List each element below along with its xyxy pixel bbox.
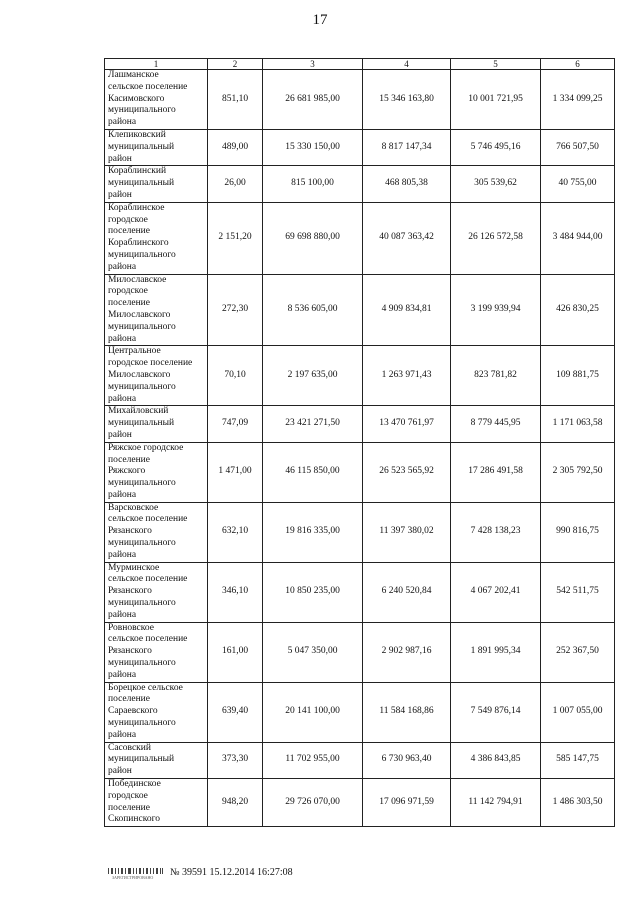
value-cell-c6: 109 881,75	[541, 346, 615, 406]
value-cell-c5: 1 891 995,34	[451, 622, 541, 682]
value-cell-c5: 4 386 843,85	[451, 742, 541, 778]
table-row	[105, 274, 615, 346]
value-cell-c3: 8 536 605,00	[263, 274, 363, 346]
municipality-name-line: сельское поселение	[108, 634, 188, 645]
value-cell-c6: 3 484 944,00	[541, 202, 615, 274]
municipality-name-line: городское	[108, 214, 148, 225]
stamp-caption: ЗАРЕГИСТРИРОВАНО	[112, 875, 154, 880]
municipality-name-line: Сасовский	[108, 742, 151, 753]
municipality-name-cell	[105, 70, 208, 130]
municipality-name-line: Кораблинское	[108, 202, 165, 213]
municipality-name-cell	[105, 346, 208, 406]
municipality-name-line: района	[108, 117, 137, 128]
value-cell-c2: 489,00	[208, 129, 263, 165]
value-cell-c3: 2 197 635,00	[263, 346, 363, 406]
value-cell-c2: 373,30	[208, 742, 263, 778]
municipality-name-line: Центральное	[108, 346, 161, 357]
value-cell-c2: 747,09	[208, 406, 263, 442]
municipality-name-line: муниципального	[108, 105, 176, 116]
municipality-name-line: Ряжское городское	[108, 442, 184, 453]
municipality-name-line: городское	[108, 790, 148, 801]
municipality-name-cell	[105, 622, 208, 682]
column-header: 1	[105, 59, 208, 70]
value-cell-c6: 1 007 055,00	[541, 682, 615, 742]
table-row	[105, 562, 615, 622]
value-cell-c4: 15 346 163,80	[363, 70, 451, 130]
municipality-name-line: Скопинского	[108, 814, 160, 825]
value-cell-c5: 7 428 138,23	[451, 502, 541, 562]
municipality-name-line: муниципального	[108, 381, 176, 392]
value-cell-c5: 823 781,82	[451, 346, 541, 406]
municipality-name-line: городское поселение	[108, 358, 193, 369]
value-cell-c4: 2 902 987,16	[363, 622, 451, 682]
value-cell-c2: 1 471,00	[208, 442, 263, 502]
table-row	[105, 442, 615, 502]
municipality-name-line: район	[108, 189, 132, 200]
municipality-name-line: муниципального	[108, 598, 176, 609]
value-cell-c6: 585 147,75	[541, 742, 615, 778]
municipality-name-line: городское	[108, 286, 148, 297]
value-cell-c5: 17 286 491,58	[451, 442, 541, 502]
value-cell-c2: 639,40	[208, 682, 263, 742]
column-header: 4	[363, 59, 451, 70]
municipality-name-line: сельское поселение	[108, 81, 188, 92]
value-cell-c3: 15 330 150,00	[263, 129, 363, 165]
column-header: 3	[263, 59, 363, 70]
table-row	[105, 346, 615, 406]
municipality-name-line: Ровновское	[108, 622, 154, 633]
value-cell-c4: 6 240 520,84	[363, 562, 451, 622]
value-cell-c2: 851,10	[208, 70, 263, 130]
value-cell-c3: 26 681 985,00	[263, 70, 363, 130]
value-cell-c2: 70,10	[208, 346, 263, 406]
municipality-name-line: поселение	[108, 226, 150, 237]
footer	[108, 866, 628, 882]
municipality-name-cell	[105, 682, 208, 742]
value-cell-c3: 10 850 235,00	[263, 562, 363, 622]
column-header: 5	[451, 59, 541, 70]
municipality-name-line: район	[108, 153, 132, 164]
municipality-name-line: поселение	[108, 802, 150, 813]
value-cell-c5: 7 549 876,14	[451, 682, 541, 742]
table-row	[105, 622, 615, 682]
column-header: 6	[541, 59, 615, 70]
value-cell-c2: 2 151,20	[208, 202, 263, 274]
value-cell-c5: 5 746 495,16	[451, 129, 541, 165]
table-row	[105, 70, 615, 130]
municipality-name-line: Рязанского	[108, 526, 152, 537]
municipality-name-cell	[105, 274, 208, 346]
municipality-name-cell	[105, 562, 208, 622]
value-cell-c4: 26 523 565,92	[363, 442, 451, 502]
municipality-name-line: района	[108, 549, 137, 560]
value-cell-c2: 161,00	[208, 622, 263, 682]
value-cell-c3: 11 702 955,00	[263, 742, 363, 778]
municipality-name-line: муниципальный	[108, 418, 175, 429]
municipality-name-line: Касимовского	[108, 93, 165, 104]
table-header-row	[105, 59, 615, 70]
value-cell-c6: 1 171 063,58	[541, 406, 615, 442]
table-row	[105, 166, 615, 202]
municipality-name-cell	[105, 406, 208, 442]
municipality-name-line: Рязанского	[108, 586, 152, 597]
value-cell-c2: 26,00	[208, 166, 263, 202]
municipality-name-line: сельское поселение	[108, 514, 188, 525]
value-cell-c3: 815 100,00	[263, 166, 363, 202]
registration-number: № 39591 15.12.2014 16:27:08	[170, 867, 293, 878]
municipality-name-cell	[105, 129, 208, 165]
municipality-name-cell	[105, 502, 208, 562]
municipality-name-cell	[105, 166, 208, 202]
municipality-name-line: муниципального	[108, 718, 176, 729]
column-header: 2	[208, 59, 263, 70]
value-cell-c6: 426 830,25	[541, 274, 615, 346]
barcode-icon	[108, 868, 164, 874]
value-cell-c4: 1 263 971,43	[363, 346, 451, 406]
value-cell-c3: 23 421 271,50	[263, 406, 363, 442]
value-cell-c3: 29 726 070,00	[263, 779, 363, 827]
municipality-name-line: Ряжского	[108, 466, 146, 477]
value-cell-c6: 990 816,75	[541, 502, 615, 562]
value-cell-c5: 11 142 794,91	[451, 779, 541, 827]
table-row	[105, 502, 615, 562]
value-cell-c4: 11 397 380,02	[363, 502, 451, 562]
municipality-name-line: поселение	[108, 298, 150, 309]
registration-stamp	[108, 866, 164, 880]
value-cell-c4: 11 584 168,86	[363, 682, 451, 742]
value-cell-c5: 26 126 572,58	[451, 202, 541, 274]
value-cell-c6: 252 367,50	[541, 622, 615, 682]
municipality-name-cell	[105, 202, 208, 274]
municipality-name-line: муниципального	[108, 538, 176, 549]
value-cell-c5: 10 001 721,95	[451, 70, 541, 130]
municipality-name-line: Милославское	[108, 274, 167, 285]
table-row	[105, 202, 615, 274]
value-cell-c4: 6 730 963,40	[363, 742, 451, 778]
value-cell-c5: 8 779 445,95	[451, 406, 541, 442]
municipality-name-line: Милославского	[108, 309, 171, 320]
municipality-name-line: района	[108, 729, 137, 740]
value-cell-c6: 2 305 792,50	[541, 442, 615, 502]
value-cell-c6: 542 511,75	[541, 562, 615, 622]
municipality-name-line: Кораблинского	[108, 238, 169, 249]
table-row	[105, 779, 615, 827]
municipality-name-line: района	[108, 261, 137, 272]
value-cell-c4: 8 817 147,34	[363, 129, 451, 165]
municipality-name-cell	[105, 442, 208, 502]
table-row	[105, 129, 615, 165]
value-cell-c6: 1 334 099,25	[541, 70, 615, 130]
municipality-name-line: района	[108, 669, 137, 680]
value-cell-c3: 20 141 100,00	[263, 682, 363, 742]
municipality-name-line: Лашманское	[108, 70, 159, 80]
municipality-name-line: муниципального	[108, 321, 176, 332]
municipality-name-line: район	[108, 429, 132, 440]
municipality-name-line: района	[108, 609, 137, 620]
municipality-name-line: муниципальный	[108, 754, 175, 765]
table-body	[105, 70, 615, 827]
municipality-name-line: поселение	[108, 454, 150, 465]
municipality-name-cell	[105, 779, 208, 827]
value-cell-c2: 948,20	[208, 779, 263, 827]
value-cell-c3: 46 115 850,00	[263, 442, 363, 502]
municipality-name-line: муниципального	[108, 658, 176, 669]
municipality-name-line: Рязанского	[108, 646, 152, 657]
table-row	[105, 682, 615, 742]
value-cell-c2: 272,30	[208, 274, 263, 346]
municipality-name-line: Михайловский	[108, 406, 169, 417]
municipality-name-line: Варсковское	[108, 502, 159, 513]
municipality-name-line: Милославского	[108, 369, 171, 380]
municipality-name-cell	[105, 742, 208, 778]
municipality-name-line: Сараевского	[108, 706, 158, 717]
municipality-name-line: района	[108, 393, 137, 404]
municipality-name-line: Мурминское	[108, 562, 160, 573]
value-cell-c2: 346,10	[208, 562, 263, 622]
value-cell-c4: 13 470 761,97	[363, 406, 451, 442]
value-cell-c6: 766 507,50	[541, 129, 615, 165]
municipality-name-line: муниципального	[108, 478, 176, 489]
municipality-name-line: муниципального	[108, 249, 176, 260]
municipality-name-line: район	[108, 766, 132, 777]
municipality-name-line: поселение	[108, 694, 150, 705]
value-cell-c4: 4 909 834,81	[363, 274, 451, 346]
municipality-name-line: сельское поселение	[108, 574, 188, 585]
value-cell-c4: 468 805,38	[363, 166, 451, 202]
value-cell-c5: 305 539,62	[451, 166, 541, 202]
municipality-name-line: муниципальный	[108, 178, 175, 189]
value-cell-c2: 632,10	[208, 502, 263, 562]
value-cell-c3: 69 698 880,00	[263, 202, 363, 274]
value-cell-c5: 4 067 202,41	[451, 562, 541, 622]
value-cell-c5: 3 199 939,94	[451, 274, 541, 346]
value-cell-c4: 17 096 971,59	[363, 779, 451, 827]
page-number: 17	[312, 12, 328, 28]
municipality-name-line: Побединское	[108, 779, 161, 790]
value-cell-c6: 40 755,00	[541, 166, 615, 202]
data-table	[104, 58, 615, 827]
value-cell-c3: 5 047 350,00	[263, 622, 363, 682]
table-row	[105, 742, 615, 778]
value-cell-c6: 1 486 303,50	[541, 779, 615, 827]
value-cell-c4: 40 087 363,42	[363, 202, 451, 274]
municipality-name-line: района	[108, 489, 137, 500]
value-cell-c3: 19 816 335,00	[263, 502, 363, 562]
table-row	[105, 406, 615, 442]
municipality-name-line: Клепиковский	[108, 129, 166, 140]
municipality-name-line: Кораблинский	[108, 166, 167, 177]
municipality-name-line: Борецкое сельское	[108, 682, 183, 693]
municipality-name-line: района	[108, 333, 137, 344]
municipality-name-line: муниципальный	[108, 141, 175, 152]
